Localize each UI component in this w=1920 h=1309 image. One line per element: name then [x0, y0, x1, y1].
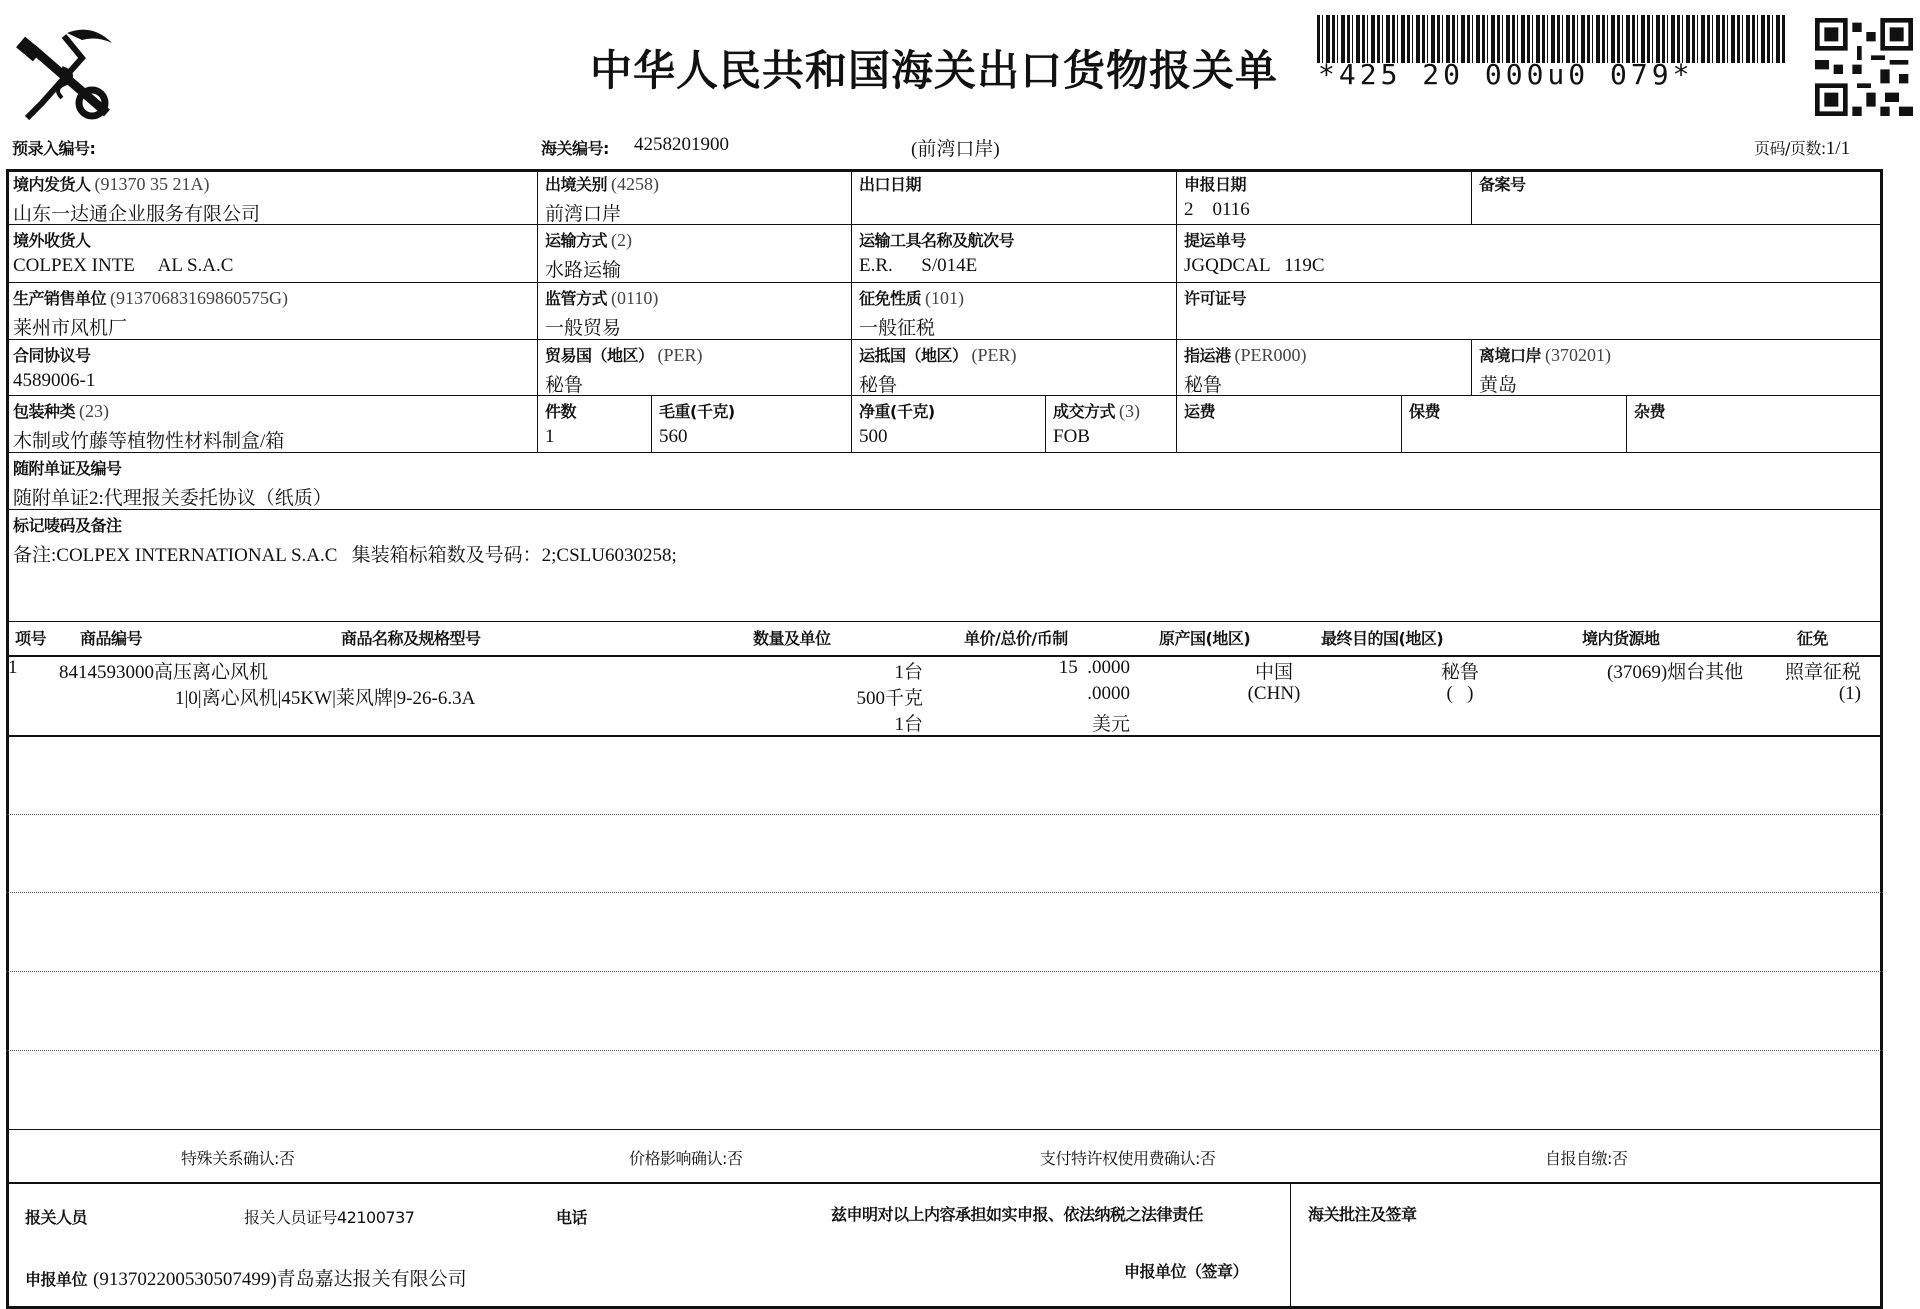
port-name: (前湾口岸) [911, 139, 1000, 160]
field-consignee [6, 225, 538, 283]
field-vessel [852, 225, 1177, 283]
field-exit-customs [538, 169, 852, 225]
goods-header-no: 项号 [15, 629, 47, 648]
declaring-unit-label: 申报单位 [25, 1270, 88, 1289]
declaring-unit-seal: 申报单位（签章） [1124, 1262, 1249, 1281]
field-value: 秘鲁 [859, 375, 898, 396]
field-label: 包装种类 [13, 402, 76, 421]
field-trade-country [538, 340, 852, 396]
goods-origin-code: (CHN) [1247, 683, 1301, 704]
divider [6, 1129, 1883, 1130]
field-documents [6, 453, 1883, 510]
goods-origin: 中国 [1254, 662, 1293, 683]
field-code: (0110) [611, 288, 659, 308]
goods-header-destination: 最终目的国(地区) [1321, 629, 1444, 648]
goods-hs-name: 8414593000高压离心风机 [59, 662, 269, 683]
field-label: 运费 [1184, 402, 1216, 421]
page-indicator [1754, 136, 1850, 160]
goods-destination-code: ( ) [1446, 683, 1474, 704]
field-label: 净重(千克) [859, 402, 935, 421]
field-transport-mode [538, 225, 852, 283]
field-value: 秘鲁 [545, 375, 584, 396]
divider [6, 735, 1883, 737]
field-code: (91370 35 21A) [94, 174, 210, 194]
divider [6, 1182, 1883, 1184]
field-label: 成交方式 [1053, 402, 1116, 421]
field-contract-no [6, 340, 538, 396]
field-code: (91370683169860575G) [110, 288, 289, 308]
field-value: 560 [659, 426, 688, 447]
field-label: 征免性质 [859, 289, 922, 308]
field-label: 境外收货人 [13, 231, 91, 250]
goods-header-hs: 商品编号 [80, 629, 143, 648]
goods-total-price: .0000 [1063, 683, 1130, 704]
field-gross-weight [652, 396, 852, 453]
goods-header-levy: 征免 [1797, 629, 1829, 648]
goods-unit-price: 15 .0000 [1058, 657, 1130, 678]
page-value: 1/1 [1825, 138, 1851, 159]
field-export-date [852, 169, 1177, 225]
pre-entry-label: 预录入编号: [12, 139, 96, 158]
divider [6, 814, 1883, 815]
price-impact-confirm: 价格影响确认:否 [629, 1149, 743, 1168]
declarant-id: 报关人员证号42100737 [244, 1208, 415, 1227]
goods-header-qty: 数量及单位 [753, 629, 831, 648]
goods-currency: 美元 [1091, 714, 1130, 735]
field-value: 4589006-1 [13, 370, 96, 391]
field-value: 黄岛 [1479, 375, 1518, 396]
field-levy-nature [852, 283, 1177, 340]
divider [1290, 1182, 1291, 1307]
goods-header-source: 境内货源地 [1582, 629, 1660, 648]
field-label: 许可证号 [1184, 289, 1247, 308]
field-code: (PER) [657, 345, 703, 365]
field-value: E.R. S/014E [859, 255, 978, 276]
field-value: 500 [859, 426, 888, 447]
field-label: 毛重(千克) [659, 402, 735, 421]
field-shipper [6, 169, 538, 225]
field-producer [6, 283, 538, 340]
barcode [1317, 15, 1785, 63]
royalty-confirm: 支付特许权使用费确认:否 [1040, 1149, 1216, 1168]
field-value: 山东一达通企业服务有限公司 [13, 204, 261, 225]
field-insurance [1402, 396, 1627, 453]
declarant-label: 报关人员 [25, 1208, 88, 1227]
field-pieces [538, 396, 652, 453]
declaring-unit [25, 1264, 467, 1291]
field-label: 境内发货人 [13, 175, 91, 194]
divider [6, 892, 1883, 893]
field-label: 监管方式 [545, 289, 608, 308]
field-label: 生产销售单位 [13, 289, 107, 308]
goods-levy: 照章征税 [1784, 662, 1861, 683]
field-label: 指运港 [1184, 346, 1231, 365]
field-label: 备案号 [1479, 175, 1526, 194]
field-label: 件数 [545, 402, 577, 421]
field-value: FOB [1053, 426, 1090, 447]
field-value: 一般贸易 [545, 318, 622, 339]
goods-source: (37069)烟台其他 [1607, 662, 1744, 683]
barcode-text: *425 20 000u0 079* [1318, 58, 1694, 91]
field-label: 离境口岸 [1479, 346, 1542, 365]
page-label: 页码/页数: [1754, 139, 1826, 158]
field-code: (23) [79, 401, 110, 421]
goods-qty-1: 1台 [894, 662, 923, 683]
field-declare-date [1177, 169, 1472, 225]
field-label: 随附单证及编号 [13, 459, 122, 478]
field-label: 标记唛码及备注 [13, 516, 122, 535]
field-code: (2) [611, 230, 633, 250]
field-code: (PER000) [1234, 345, 1307, 365]
goods-destination: 秘鲁 [1440, 662, 1479, 683]
special-relation-confirm: 特殊关系确认:否 [181, 1149, 295, 1168]
customs-emblem-icon [12, 18, 120, 124]
goods-qty-2: 500千克 [856, 688, 923, 709]
field-label: 出口日期 [859, 175, 922, 194]
field-value: 木制或竹藤等植物性材料制盒/箱 [13, 431, 285, 452]
field-license-no [1177, 283, 1883, 340]
field-label: 申报日期 [1184, 175, 1247, 194]
qr-code-icon [1815, 18, 1913, 116]
field-value: 水路运输 [545, 260, 622, 281]
field-bill-no [1177, 225, 1883, 283]
field-label: 提运单号 [1184, 231, 1247, 250]
field-value: 1 [545, 426, 555, 447]
customs-note-label: 海关批注及签章 [1308, 1205, 1417, 1224]
field-value: 秘鲁 [1184, 375, 1223, 396]
field-value: 随附单证2:代理报关委托协议（纸质） [13, 488, 332, 509]
divider [6, 971, 1883, 972]
field-value: 备注:COLPEX INTERNATIONAL S.A.C 集装箱标箱数及号码：2;CSLU6030258; [13, 545, 677, 566]
field-value: 莱州市风机厂 [13, 318, 128, 339]
goods-header-name: 商品名称及规格型号 [341, 629, 481, 648]
field-code: (101) [925, 288, 965, 308]
declaring-unit-value: (913702200530507499)青岛嘉达报关有限公司 [93, 1269, 467, 1290]
field-value: COLPEX INTE AL S.A.C [13, 255, 234, 276]
field-label: 出境关别 [545, 175, 608, 194]
field-label: 杂费 [1634, 402, 1666, 421]
field-value: JGQDCAL 119C [1184, 255, 1325, 276]
self-pay-confirm: 自报自缴:否 [1545, 1149, 1628, 1168]
field-code: (3) [1119, 401, 1141, 421]
customs-no-label: 海关编号: [541, 139, 609, 158]
field-exit-port [1472, 340, 1883, 396]
field-misc-fee [1627, 396, 1883, 453]
field-value: 前湾口岸 [545, 204, 622, 225]
field-code: (PER) [971, 345, 1017, 365]
field-value: 2 0116 [1184, 199, 1250, 220]
field-label: 贸易国（地区） [545, 346, 654, 365]
field-net-weight [852, 396, 1046, 453]
goods-qty-3: 1台 [894, 714, 923, 735]
field-package-type [6, 396, 538, 453]
customs-no-value: 4258201900 [634, 134, 729, 155]
divider [6, 655, 1883, 657]
phone-label: 电话 [556, 1208, 588, 1227]
field-freight [1177, 396, 1402, 453]
field-label: 运输工具名称及航次号 [859, 231, 1015, 250]
field-dest-port [1177, 340, 1472, 396]
field-label: 运输方式 [545, 231, 608, 250]
field-record-no [1472, 169, 1883, 225]
field-label: 保费 [1409, 402, 1441, 421]
statement: 兹申明对以上内容承担如实申报、依法纳税之法律责任 [831, 1205, 1204, 1224]
page-title: 中华人民共和国海关出口货物报关单 [590, 46, 1279, 95]
field-marks [6, 510, 1883, 622]
goods-header-price: 单价/总价/币制 [964, 629, 1068, 648]
divider [6, 1050, 1883, 1051]
goods-levy-code: (1) [1838, 683, 1861, 704]
field-value: 一般征税 [859, 318, 936, 339]
goods-header-origin: 原产国(地区) [1159, 629, 1251, 648]
goods-no: 1 [8, 657, 18, 678]
field-code: (370201) [1545, 345, 1612, 365]
field-code: (4258) [611, 174, 660, 194]
goods-spec: 1|0|离心风机|45KW|莱风牌|9-26-6.3A [175, 688, 476, 709]
field-deal-mode [1046, 396, 1177, 453]
field-label: 合同协议号 [13, 346, 91, 365]
field-label: 运抵国（地区） [859, 346, 968, 365]
field-supervision [538, 283, 852, 340]
field-dest-country [852, 340, 1177, 396]
